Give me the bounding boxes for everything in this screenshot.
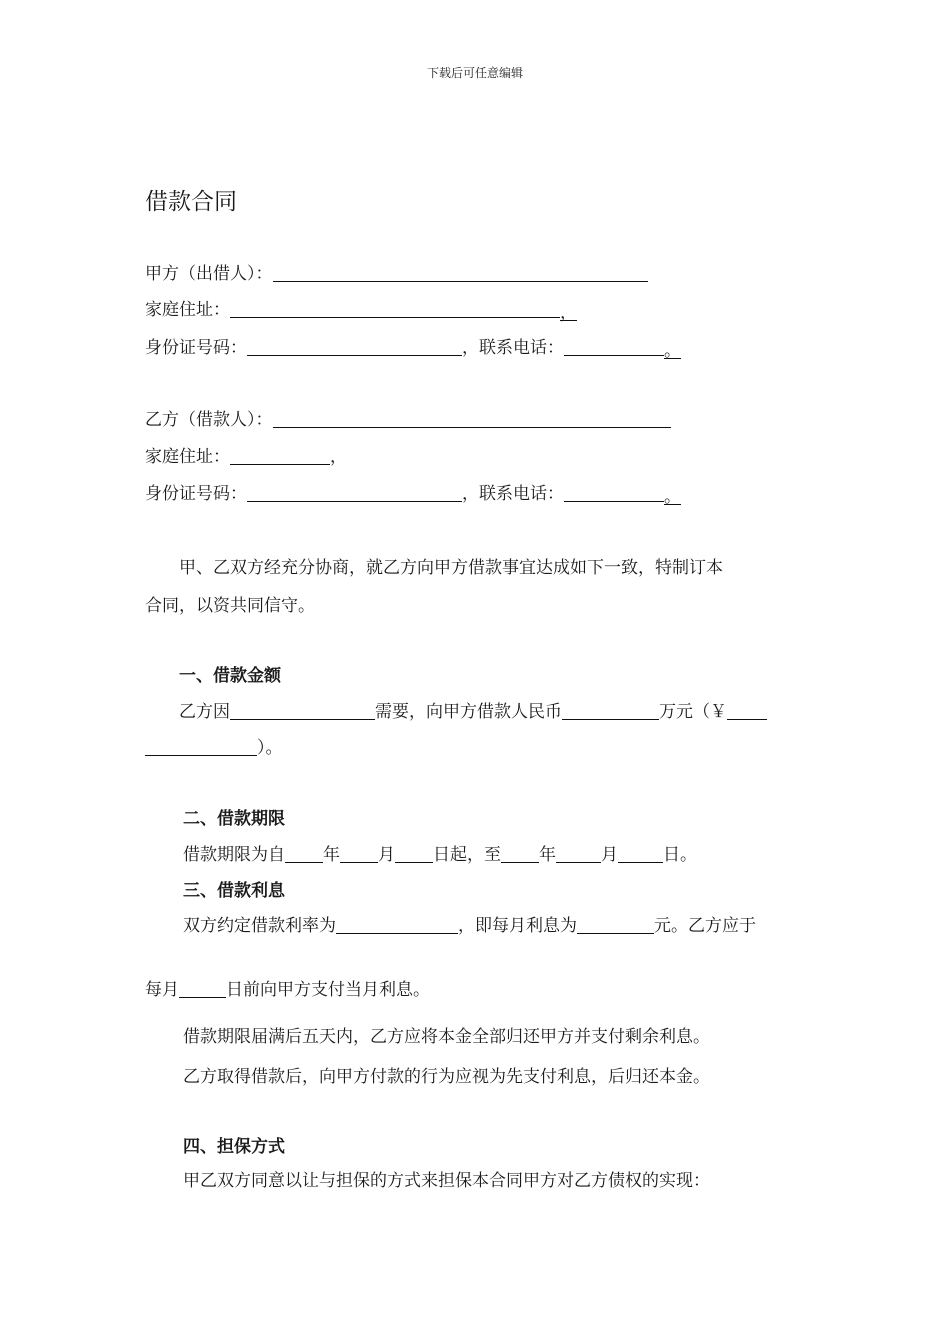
section-1-text: ）。	[257, 738, 283, 758]
party-b-label: 乙方（借款人）：	[145, 410, 273, 430]
start-day-field[interactable]	[395, 843, 433, 863]
party-a-phone-label: ，联系电话：	[462, 338, 564, 358]
interest-day-field[interactable]	[179, 978, 226, 998]
monthly-interest-field[interactable]	[577, 914, 654, 934]
party-b-id-field[interactable]	[247, 482, 462, 502]
loan-purpose-field[interactable]	[230, 700, 375, 720]
party-b-address-row	[145, 445, 347, 469]
section-2-text: 年	[323, 845, 340, 865]
section-3-text: ，即每月利息为	[458, 916, 577, 936]
party-a-id-label: 身份证号码：	[145, 338, 247, 358]
loan-amount-yuan-field-cont[interactable]	[145, 736, 257, 756]
party-a-name-field[interactable]	[273, 262, 648, 282]
party-a-label: 甲方（出借人）：	[145, 264, 273, 284]
party-b-name-row	[145, 408, 671, 432]
party-a-phone-field[interactable]	[564, 336, 664, 356]
section-3-text: 日前向甲方支付当月利息。	[226, 980, 430, 1000]
party-b-id-label: 身份证号码：	[145, 484, 247, 504]
party-a-name-row	[145, 262, 648, 286]
section-3-line-1	[183, 914, 756, 938]
section-3-text: 每月	[145, 980, 179, 1000]
section-3-text: 双方约定借款利率为	[183, 916, 336, 936]
intro-line-1: 甲、乙双方经充分协商，就乙方向甲方借款事宜达成如下一致，特制订本	[179, 558, 723, 578]
party-a-address-row	[145, 298, 577, 322]
section-2-text: 日。	[663, 845, 697, 865]
section-2-line	[183, 843, 697, 867]
party-a-phone-suffix: 。	[664, 341, 681, 361]
section-2-text: 日起，至	[433, 845, 501, 865]
party-b-id-row	[145, 482, 681, 506]
party-b-phone-field[interactable]	[564, 482, 664, 502]
section-4-heading: 四、担保方式	[183, 1137, 285, 1157]
section-1-line-2	[145, 736, 283, 760]
page-header-note: 下载后可任意编辑	[426, 66, 523, 80]
party-b-phone-suffix: 。	[664, 487, 681, 507]
start-year-field[interactable]	[285, 843, 323, 863]
section-2-text: 月	[601, 845, 618, 865]
end-day-field[interactable]	[618, 843, 663, 863]
party-a-id-field[interactable]	[247, 336, 462, 356]
section-1-text: 万元（￥	[659, 702, 727, 722]
party-a-id-row	[145, 336, 681, 360]
end-month-field[interactable]	[556, 843, 601, 863]
party-b-address-label: 家庭住址：	[145, 447, 230, 467]
section-1-text: 乙方因	[179, 702, 230, 722]
party-a-address-suffix: ，	[560, 303, 577, 323]
section-1-text: 需要，向甲方借款人民币	[375, 702, 562, 722]
start-month-field[interactable]	[340, 843, 378, 863]
section-2-text: 借款期限为自	[183, 845, 285, 865]
interest-rate-field[interactable]	[336, 914, 458, 934]
loan-amount-wan-field[interactable]	[562, 700, 659, 720]
section-3-line-2	[145, 978, 430, 1002]
intro-line-2: 合同，以资共同信守。	[145, 596, 315, 616]
end-year-field[interactable]	[501, 843, 539, 863]
section-2-text: 月	[378, 845, 395, 865]
section-1-line-1	[179, 700, 767, 724]
party-a-address-label: 家庭住址：	[145, 300, 230, 320]
section-3-paragraph-2: 借款期限届满后五天内，乙方应将本金全部归还甲方并支付剩余利息。	[183, 1027, 710, 1047]
party-a-address-field[interactable]	[230, 298, 560, 318]
section-1-heading: 一、借款金额	[179, 666, 281, 686]
page-title: 借款合同	[145, 189, 237, 215]
section-3-text: 元。乙方应于	[654, 916, 756, 936]
loan-amount-yuan-field[interactable]	[727, 700, 767, 720]
party-b-phone-label: ，联系电话：	[462, 484, 564, 504]
party-b-address-suffix: ，	[330, 447, 347, 467]
section-3-paragraph-3: 乙方取得借款后，向甲方付款的行为应视为先支付利息，后归还本金。	[183, 1067, 710, 1087]
section-3-heading: 三、借款利息	[183, 881, 285, 901]
section-4-paragraph-1: 甲乙双方同意以让与担保的方式来担保本合同甲方对乙方债权的实现：	[183, 1171, 710, 1191]
party-b-address-field[interactable]	[230, 445, 330, 465]
party-b-name-field[interactable]	[273, 408, 671, 428]
section-2-text: 年	[539, 845, 556, 865]
section-2-heading: 二、借款期限	[183, 809, 285, 829]
